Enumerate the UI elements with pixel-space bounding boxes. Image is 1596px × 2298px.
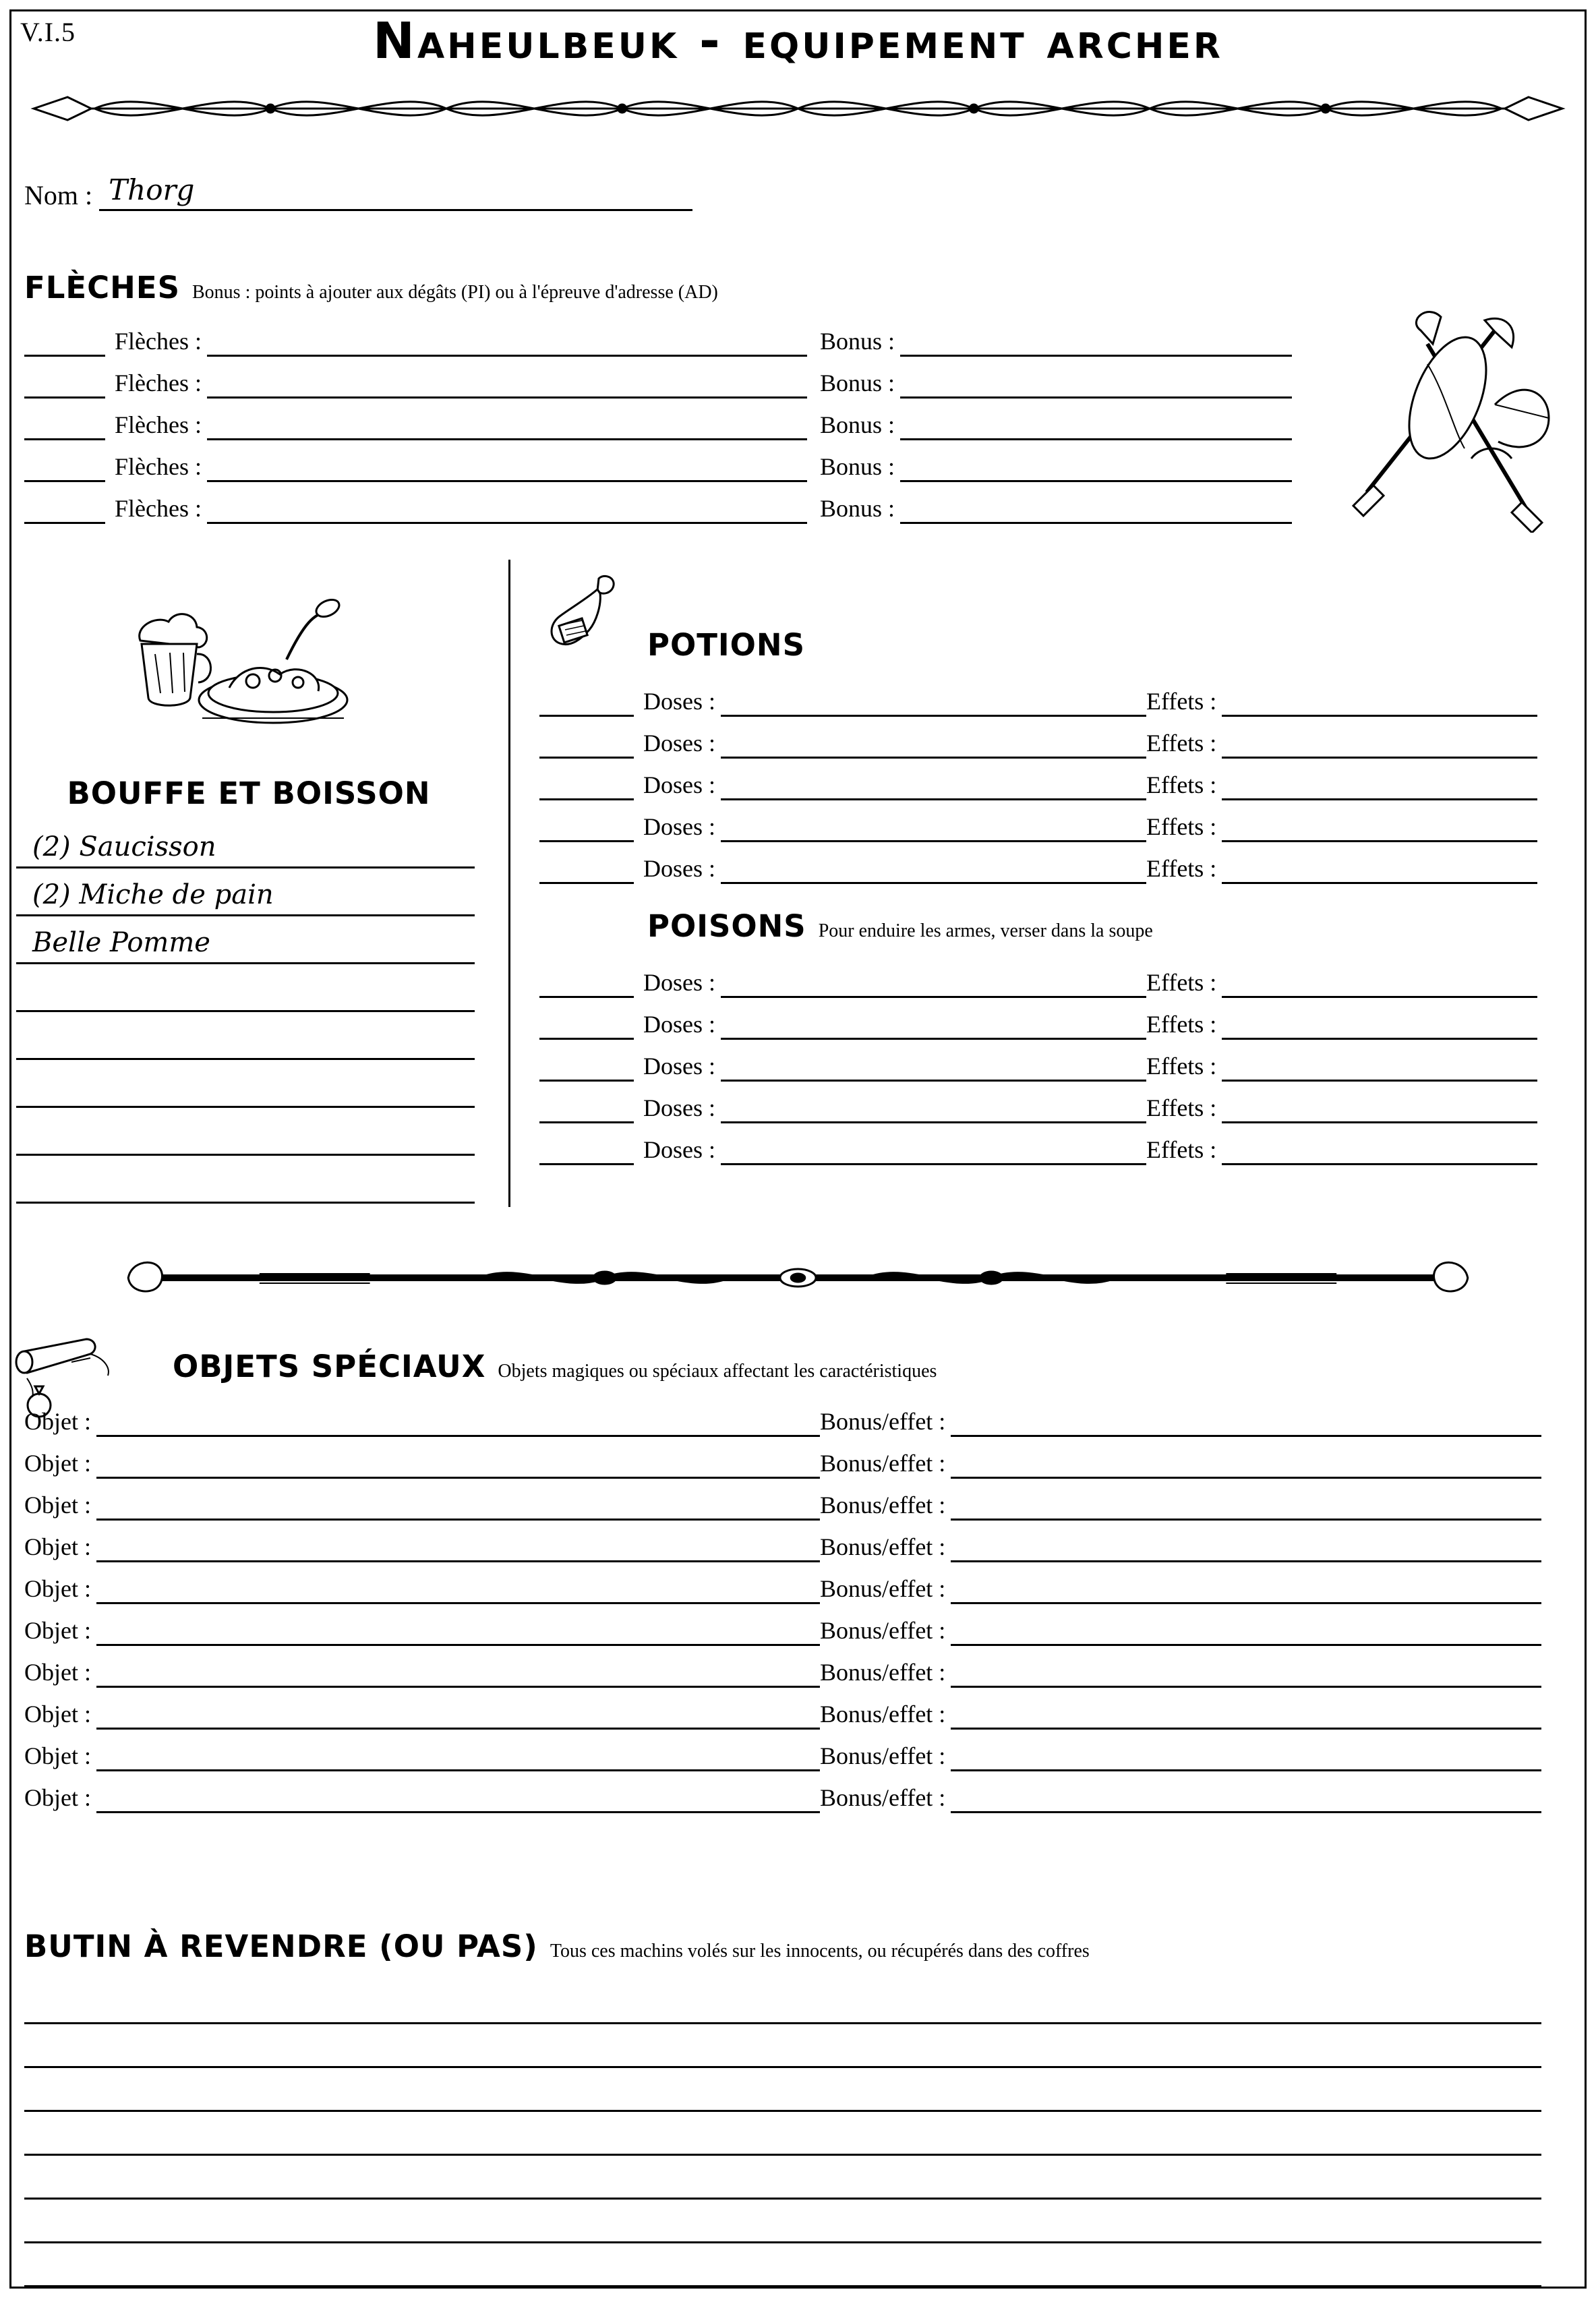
objet-bonus-input[interactable]: [951, 1415, 1541, 1437]
potion-row[interactable]: [539, 717, 1537, 759]
objet-row[interactable]: [24, 1646, 1541, 1688]
butin-row-input[interactable]: [24, 2156, 1541, 2200]
objets-heading: OBJETS SPÉCIAUX: [173, 1349, 486, 1384]
fleches-name-input[interactable]: [207, 460, 807, 482]
fleches-bonus-label: Bonus :: [820, 328, 895, 355]
fleches-name-input[interactable]: [207, 334, 807, 357]
fleches-bonus-input[interactable]: [900, 334, 1292, 357]
page-title: naheulbeuk - equipement archer: [373, 12, 1223, 70]
objet-name-input[interactable]: [96, 1540, 820, 1562]
fleches-quantity-input[interactable]: [24, 502, 105, 524]
objet-bonus-label: Bonus/effet :: [820, 1492, 946, 1519]
objet-label: Objet :: [24, 1450, 91, 1477]
objet-row[interactable]: [24, 1479, 1541, 1521]
objet-label: Objet :: [24, 1617, 91, 1644]
bouffe-item-value: Belle Pomme: [32, 927, 210, 958]
fleches-row[interactable]: [24, 399, 1292, 440]
butin-subtitle: Tous ces machins volés sur les innocents, ou récupérés dans des coffres: [550, 1941, 1090, 1962]
poisons-rows: [539, 956, 1537, 1165]
fleches-row[interactable]: [24, 315, 1292, 357]
poison-quantity-input[interactable]: [539, 976, 634, 998]
objet-bonus-input[interactable]: [951, 1707, 1541, 1730]
objets-rows: [24, 1395, 1541, 1813]
potion-quantity-input[interactable]: [539, 778, 634, 800]
fleches-bonus-input[interactable]: [900, 418, 1292, 440]
objet-row[interactable]: [24, 1771, 1541, 1813]
potion-effets-input[interactable]: [1222, 736, 1537, 759]
poison-doses-input[interactable]: [721, 1059, 1146, 1082]
fleches-quantity-input[interactable]: [24, 376, 105, 399]
potions-rows: [539, 675, 1537, 884]
potion-doses-label: Doses :: [643, 855, 715, 882]
butin-row-input[interactable]: [24, 2112, 1541, 2156]
fleches-name-input[interactable]: [207, 502, 807, 524]
fleches-label: Flèches :: [115, 370, 202, 396]
name-label: Nom :: [24, 180, 93, 210]
poison-effets-input[interactable]: [1222, 1143, 1537, 1165]
potion-row[interactable]: [539, 800, 1537, 842]
objet-label: Objet :: [24, 1575, 91, 1602]
butin-row-input[interactable]: [24, 1980, 1541, 2024]
objet-name-input[interactable]: [96, 1498, 820, 1521]
poison-effets-label: Effets :: [1146, 1136, 1217, 1163]
fleches-quantity-input[interactable]: [24, 418, 105, 440]
fleches-bonus-label: Bonus :: [820, 495, 895, 522]
bouffe-heading: BOUFFE ET BOISSON: [67, 775, 431, 811]
bouffe-item-row[interactable]: [16, 1156, 475, 1204]
fleches-bonus-label: Bonus :: [820, 370, 895, 396]
bouffe-item-row[interactable]: [16, 1060, 475, 1108]
objet-row[interactable]: [24, 1562, 1541, 1604]
fleches-bonus-input[interactable]: [900, 460, 1292, 482]
potion-doses-label: Doses :: [643, 813, 715, 840]
poison-quantity-input[interactable]: [539, 1018, 634, 1040]
poison-effets-label: Effets :: [1146, 1053, 1217, 1080]
objet-row[interactable]: [24, 1688, 1541, 1730]
potion-row[interactable]: [539, 842, 1537, 884]
poison-doses-label: Doses :: [643, 969, 715, 996]
potion-effets-input[interactable]: [1222, 695, 1537, 717]
poison-doses-label: Doses :: [643, 1011, 715, 1038]
objet-bonus-input[interactable]: [951, 1624, 1541, 1646]
fleches-label: Flèches :: [115, 453, 202, 480]
objet-row[interactable]: [24, 1395, 1541, 1437]
fleches-bonus-input[interactable]: [900, 502, 1292, 524]
objet-bonus-label: Bonus/effet :: [820, 1659, 946, 1686]
butin-row-input[interactable]: [24, 2243, 1541, 2287]
potions-heading: POTIONS: [647, 627, 805, 663]
fleches-bonus-label: Bonus :: [820, 411, 895, 438]
objet-name-input[interactable]: [96, 1456, 820, 1479]
potion-row[interactable]: [539, 675, 1537, 717]
butin-row-input[interactable]: [24, 2200, 1541, 2243]
food-and-drink-icon: [128, 580, 364, 735]
name-input[interactable]: [99, 173, 692, 211]
poison-quantity-input[interactable]: [539, 1059, 634, 1082]
poison-doses-label: Doses :: [643, 1136, 715, 1163]
potion-effets-label: Effets :: [1146, 771, 1217, 798]
poison-doses-label: Doses :: [643, 1094, 715, 1121]
poison-effets-input[interactable]: [1222, 1018, 1537, 1040]
objet-bonus-label: Bonus/effet :: [820, 1784, 946, 1811]
objet-bonus-input[interactable]: [951, 1456, 1541, 1479]
objet-label: Objet :: [24, 1784, 91, 1811]
fleches-bonus-input[interactable]: [900, 376, 1292, 399]
potion-quantity-input[interactable]: [539, 862, 634, 884]
bouffe-item-row[interactable]: [16, 868, 475, 916]
fleches-rows: [24, 315, 1292, 524]
objet-name-input[interactable]: [96, 1415, 820, 1437]
bouffe-item-row[interactable]: [16, 1108, 475, 1156]
butin-row-input[interactable]: [24, 2024, 1541, 2068]
fleches-row[interactable]: [24, 357, 1292, 399]
fleches-bonus-label: Bonus :: [820, 453, 895, 480]
fleches-label: Flèches :: [115, 328, 202, 355]
potion-doses-input[interactable]: [721, 778, 1146, 800]
potion-quantity-input[interactable]: [539, 695, 634, 717]
poison-effets-label: Effets :: [1146, 969, 1217, 996]
objet-bonus-label: Bonus/effet :: [820, 1575, 946, 1602]
poison-quantity-input[interactable]: [539, 1143, 634, 1165]
poison-row[interactable]: [539, 1082, 1537, 1123]
bouffe-item-row[interactable]: [16, 821, 475, 868]
objet-label: Objet :: [24, 1659, 91, 1686]
objet-label: Objet :: [24, 1742, 91, 1769]
poison-row[interactable]: [539, 956, 1537, 998]
name-value: Thorg: [109, 173, 195, 206]
objet-bonus-label: Bonus/effet :: [820, 1408, 946, 1435]
vertical-divider: [508, 560, 510, 1207]
poison-doses-input[interactable]: [721, 1018, 1146, 1040]
potion-doses-input[interactable]: [721, 820, 1146, 842]
objet-bonus-input[interactable]: [951, 1749, 1541, 1771]
poison-doses-input[interactable]: [721, 976, 1146, 998]
objet-row[interactable]: [24, 1604, 1541, 1646]
objet-row[interactable]: [24, 1437, 1541, 1479]
potion-effets-input[interactable]: [1222, 820, 1537, 842]
bouffe-item-value: (2) Saucisson: [32, 831, 216, 862]
potion-effets-label: Effets :: [1146, 730, 1217, 757]
bouffe-item-row[interactable]: [16, 964, 475, 1012]
potion-doses-input[interactable]: [721, 736, 1146, 759]
objet-label: Objet :: [24, 1533, 91, 1560]
objet-name-input[interactable]: [96, 1791, 820, 1813]
butin-row-input[interactable]: [24, 2068, 1541, 2112]
fleches-name-input[interactable]: [207, 418, 807, 440]
objet-name-input[interactable]: [96, 1624, 820, 1646]
crossbow-and-sword-icon: [1326, 290, 1569, 533]
potion-row[interactable]: [539, 759, 1537, 800]
potion-effets-input[interactable]: [1222, 778, 1537, 800]
potion-quantity-input[interactable]: [539, 820, 634, 842]
potion-effets-label: Effets :: [1146, 688, 1217, 715]
butin-heading: BUTIN À REVENDRE (OU PAS): [24, 1928, 538, 1964]
potion-doses-input[interactable]: [721, 862, 1146, 884]
fleches-heading: FLÈCHES: [24, 270, 180, 305]
objet-bonus-label: Bonus/effet :: [820, 1617, 946, 1644]
potion-effets-input[interactable]: [1222, 862, 1537, 884]
objet-label: Objet :: [24, 1701, 91, 1728]
potion-doses-label: Doses :: [643, 688, 715, 715]
objet-label: Objet :: [24, 1492, 91, 1519]
bouffe-item-row[interactable]: [16, 1012, 475, 1060]
objet-bonus-input[interactable]: [951, 1540, 1541, 1562]
poison-doses-input[interactable]: [721, 1143, 1146, 1165]
section-objets-speciaux: [24, 1349, 1541, 1813]
fleches-name-input[interactable]: [207, 376, 807, 399]
objet-bonus-input[interactable]: [951, 1791, 1541, 1813]
potion-doses-input[interactable]: [721, 695, 1146, 717]
poison-effets-input[interactable]: [1222, 1101, 1537, 1123]
fleches-row[interactable]: [24, 440, 1292, 482]
potion-effets-label: Effets :: [1146, 855, 1217, 882]
potion-doses-label: Doses :: [643, 771, 715, 798]
objet-bonus-input[interactable]: [951, 1666, 1541, 1688]
objet-label: Objet :: [24, 1408, 91, 1435]
objet-bonus-label: Bonus/effet :: [820, 1450, 946, 1477]
poison-row[interactable]: [539, 1123, 1537, 1165]
fleches-quantity-input[interactable]: [24, 334, 105, 357]
objet-row[interactable]: [24, 1521, 1541, 1562]
fleches-label: Flèches :: [115, 495, 202, 522]
objet-row[interactable]: [24, 1730, 1541, 1771]
potion-effets-label: Effets :: [1146, 813, 1217, 840]
section-bouffe-et-boisson: [16, 775, 481, 1204]
bouffe-item-value: (2) Miche de pain: [32, 879, 274, 910]
section-fleches: [24, 270, 1292, 524]
name-field-row[interactable]: [24, 173, 692, 211]
objets-subtitle: Objets magiques ou spéciaux affectant les caractéristiques: [498, 1361, 937, 1382]
objet-bonus-input[interactable]: [951, 1582, 1541, 1604]
poison-doses-label: Doses :: [643, 1053, 715, 1080]
objet-bonus-label: Bonus/effet :: [820, 1533, 946, 1560]
poison-effets-label: Effets :: [1146, 1094, 1217, 1121]
butin-rows: [24, 1980, 1541, 2287]
poison-effets-input[interactable]: [1222, 1059, 1537, 1082]
objet-bonus-label: Bonus/effet :: [820, 1742, 946, 1769]
objet-name-input[interactable]: [96, 1707, 820, 1730]
fleches-quantity-input[interactable]: [24, 460, 105, 482]
poisons-heading: POISONS: [647, 908, 806, 944]
poison-row[interactable]: [539, 1040, 1537, 1082]
fleches-subtitle: Bonus : points à ajouter aux dégâts (PI) ou à l'épreuve d'adresse (AD): [192, 282, 718, 303]
potion-quantity-input[interactable]: [539, 736, 634, 759]
objet-name-input[interactable]: [96, 1749, 820, 1771]
section-potions-poisons: [539, 627, 1537, 1165]
potion-doses-label: Doses :: [643, 730, 715, 757]
spear-divider-icon: [27, 80, 1569, 138]
subsection-poisons: [539, 908, 1537, 1165]
objet-bonus-label: Bonus/effet :: [820, 1701, 946, 1728]
section-butin: [24, 1928, 1541, 2287]
fleches-label: Flèches :: [115, 411, 202, 438]
objet-name-input[interactable]: [96, 1582, 820, 1604]
staff-divider-icon: [121, 1251, 1475, 1305]
poison-doses-input[interactable]: [721, 1101, 1146, 1123]
poison-quantity-input[interactable]: [539, 1101, 634, 1123]
poisons-subtitle: Pour enduire les armes, verser dans la soupe: [818, 920, 1153, 941]
version-label: V.I.5: [20, 17, 76, 47]
poison-row[interactable]: [539, 998, 1537, 1040]
objet-bonus-input[interactable]: [951, 1498, 1541, 1521]
bouffe-item-row[interactable]: [16, 916, 475, 964]
poison-effets-input[interactable]: [1222, 976, 1537, 998]
objet-name-input[interactable]: [96, 1666, 820, 1688]
poison-effets-label: Effets :: [1146, 1011, 1217, 1038]
fleches-row[interactable]: [24, 482, 1292, 524]
